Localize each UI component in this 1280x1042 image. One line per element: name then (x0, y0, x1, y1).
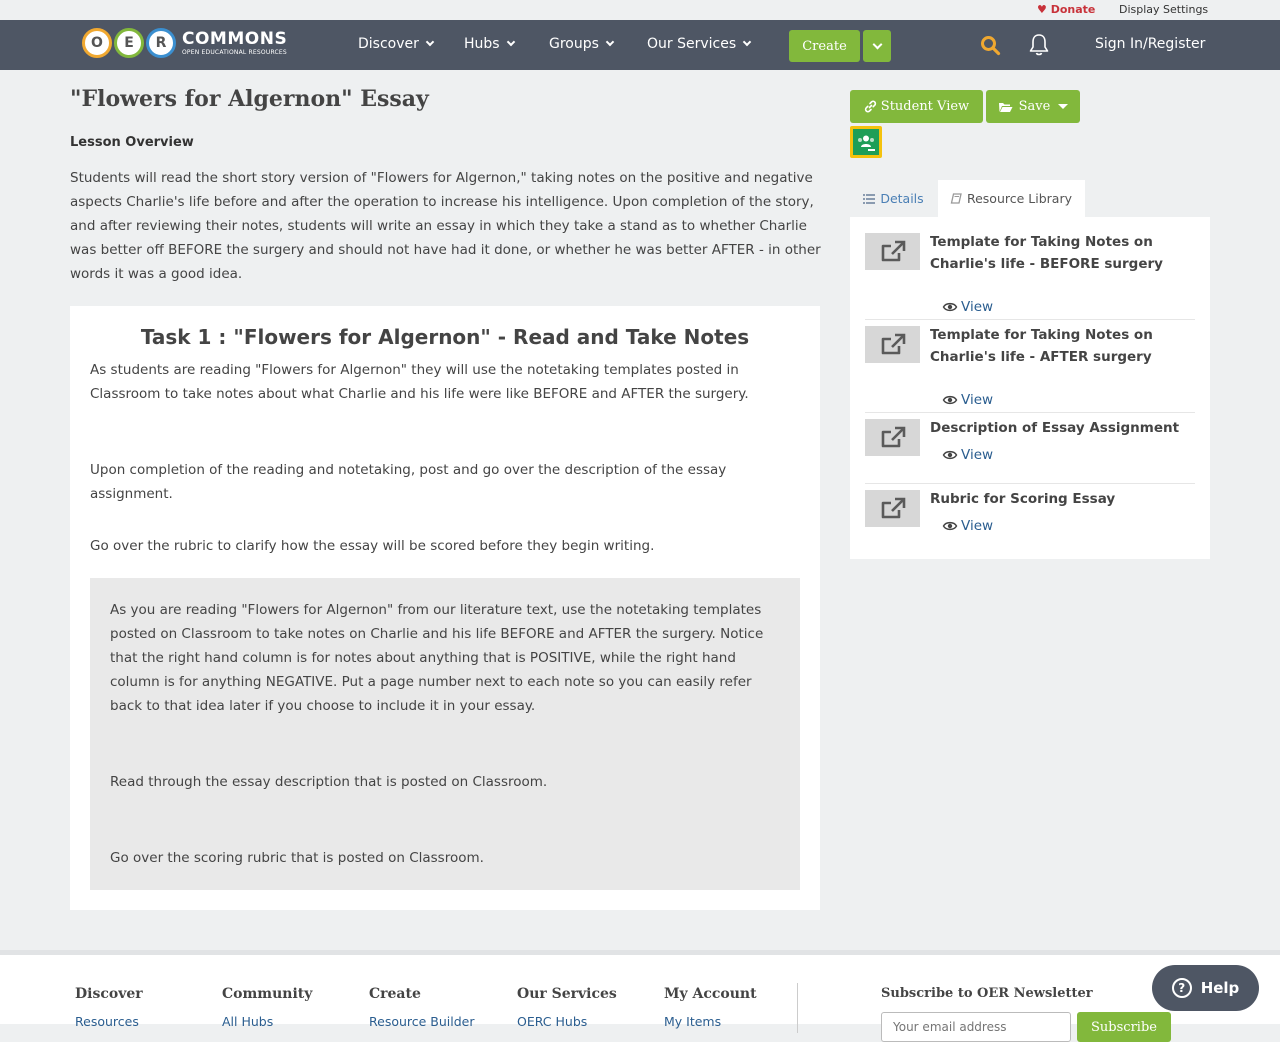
create-dropdown-button[interactable] (863, 30, 891, 62)
footer-link-oerc-hubs[interactable]: OERC Hubs (517, 1014, 588, 1029)
logo-letter-o: O (82, 28, 112, 58)
footer-heading-discover: Discover (75, 986, 143, 1002)
subscribe-button[interactable]: Subscribe (1077, 1012, 1171, 1042)
nav-our-services-label: Our Services (647, 36, 737, 52)
view-label: View (961, 392, 994, 408)
chevron-down-icon (426, 38, 434, 46)
footer-heading-create: Create (369, 986, 421, 1002)
logo-letter-e: E (114, 28, 144, 58)
newsletter-heading: Subscribe to OER Newsletter (881, 986, 1093, 1001)
eye-icon (943, 302, 957, 312)
list-icon (863, 194, 875, 204)
resource-title[interactable]: Description of Essay Assignment (930, 420, 1180, 436)
nav-discover-label: Discover (358, 36, 419, 52)
task-paragraph: Go over the rubric to clarify how the essay will be scored before they begin writing. (90, 538, 655, 554)
logo-word: COMMONS (182, 28, 288, 49)
book-icon (951, 193, 962, 204)
help-button[interactable] (1152, 965, 1259, 1011)
resource-title[interactable]: Template for Taking Notes on Charlie's life - BEFORE surgery (930, 234, 1163, 272)
link-icon (864, 100, 877, 113)
view-label: View (961, 518, 994, 534)
utility-bar (0, 0, 1280, 20)
footer-heading-community: Community (222, 986, 313, 1002)
view-label: View (961, 299, 994, 315)
chevron-down-icon (506, 38, 514, 46)
folder-open-icon (998, 101, 1013, 113)
nav-discover[interactable] (358, 36, 433, 52)
chevron-down-icon (872, 39, 882, 49)
footer-divider (797, 983, 798, 1033)
nav-groups[interactable] (549, 36, 613, 52)
main-nav (0, 20, 1280, 70)
help-label: Help (1200, 979, 1240, 997)
chevron-down-icon (606, 38, 614, 46)
view-label: View (961, 447, 994, 463)
create-button[interactable]: Create (789, 30, 860, 62)
task-card (70, 306, 820, 910)
eye-icon (943, 521, 957, 531)
heart-icon: ♥ (1037, 3, 1047, 16)
footer-link-all-hubs[interactable]: All Hubs (222, 1014, 274, 1029)
divider (865, 412, 1195, 413)
student-instructions-box (90, 578, 800, 890)
task-title: Task 1 : "Flowers for Algernon" - Read and Take Notes (140, 325, 750, 349)
nav-groups-label: Groups (549, 36, 599, 52)
student-instruction: Go over the scoring rubric that is posted on Classroom. (110, 850, 484, 866)
save-button[interactable] (986, 90, 1080, 123)
nav-hubs[interactable] (464, 36, 514, 52)
lesson-overview-heading: Lesson Overview (70, 135, 194, 150)
resource-item (865, 490, 1195, 556)
display-settings-link[interactable]: Display Settings (1119, 3, 1209, 16)
question-circle-icon: ? (1172, 978, 1192, 998)
tab-resource-library-label: Resource Library (966, 191, 1072, 206)
classroom-person-icon (853, 129, 879, 155)
newsletter-email-input[interactable] (881, 1012, 1071, 1042)
chevron-down-icon (743, 38, 751, 46)
task-paragraph: Upon completion of the reading and notetaking, post and go over the description of the essay assignment. (90, 462, 727, 502)
task-paragraph: As students are reading "Flowers for Algernon" they will use the notetaking templates posted in Classroom to take notes about what Charlie and his life were like BEFORE and AFTER the surgery. (90, 362, 749, 402)
lesson-overview-text: Students will read the short story version of "Flowers for Algernon," taking notes on the positive and negative aspects Charlie's life before and after the operation to increase his intelligence. Upon completion of the story, and after reviewing their notes, students will write an essay in which they take a stand as to whether Charlie was better off BEFORE the surgery and should not have had it done, or whether he was better AFTER - in other words it was a good idea. (70, 170, 821, 282)
resource-title[interactable]: Rubric for Scoring Essay (930, 491, 1116, 507)
student-instruction: As you are reading "Flowers for Algernon" from our literature text, use the notetaking templates posted on Classroom to take notes on Charlie and his life BEFORE and AFTER the surgery. Notice that the right hand column is for notes about anything that is POSITIVE, while the right hand column is for anything NEGATIVE. Put a page number next to each note so you can easily refer back to that idea later if you choose to include it in your essay. (110, 602, 764, 714)
eye-icon (943, 450, 957, 460)
nav-our-services[interactable] (647, 36, 750, 52)
resource-item (865, 326, 1195, 414)
footer-heading-my-account: My Account (664, 986, 757, 1002)
tab-details-label: Details (880, 191, 924, 206)
bell-icon[interactable] (1028, 33, 1050, 57)
footer (0, 950, 1280, 1035)
logo-letter-r: R (146, 28, 176, 58)
external-link-icon[interactable] (865, 233, 920, 270)
resource-view-link[interactable] (943, 299, 993, 315)
page-title: "Flowers for Algernon" Essay (70, 86, 429, 112)
resource-view-link[interactable] (943, 447, 993, 463)
resource-view-link[interactable] (943, 392, 993, 408)
external-link-icon[interactable] (865, 326, 920, 363)
eye-icon (943, 395, 957, 405)
resource-item (865, 419, 1195, 485)
logo-wordmark (182, 28, 288, 56)
sign-in-register-link[interactable]: Sign In/Register (1095, 36, 1206, 52)
nav-hubs-label: Hubs (464, 36, 500, 52)
tab-details[interactable] (850, 180, 937, 217)
divider (865, 483, 1195, 484)
resource-view-link[interactable] (943, 518, 993, 534)
resource-title[interactable]: Template for Taking Notes on Charlie's life - AFTER surgery (930, 327, 1153, 365)
tab-resource-library[interactable] (938, 180, 1085, 217)
oer-commons-logo[interactable] (82, 26, 287, 60)
google-classroom-icon[interactable] (850, 126, 882, 158)
caret-down-icon (1058, 104, 1068, 109)
logo-subtitle: OPEN EDUCATIONAL RESOURCES (182, 48, 287, 56)
footer-heading-our-services: Our Services (517, 986, 617, 1002)
external-link-icon[interactable] (865, 490, 920, 527)
student-view-label: Student View (880, 99, 970, 114)
donate-link[interactable] (1037, 3, 1095, 16)
footer-link-resource-builder[interactable]: Resource Builder (369, 1014, 475, 1029)
student-view-button[interactable] (850, 90, 983, 123)
footer-link-resources[interactable]: Resources (75, 1014, 139, 1029)
external-link-icon[interactable] (865, 419, 920, 456)
footer-link-my-items[interactable]: My Items (664, 1014, 722, 1029)
resource-item (865, 233, 1195, 321)
search-icon[interactable] (980, 35, 1000, 55)
resource-library-panel (850, 217, 1210, 559)
donate-label: Donate (1050, 3, 1096, 16)
save-label: Save (1018, 99, 1051, 114)
divider (865, 319, 1195, 320)
student-instruction: Read through the essay description that is posted on Classroom. (110, 774, 548, 790)
